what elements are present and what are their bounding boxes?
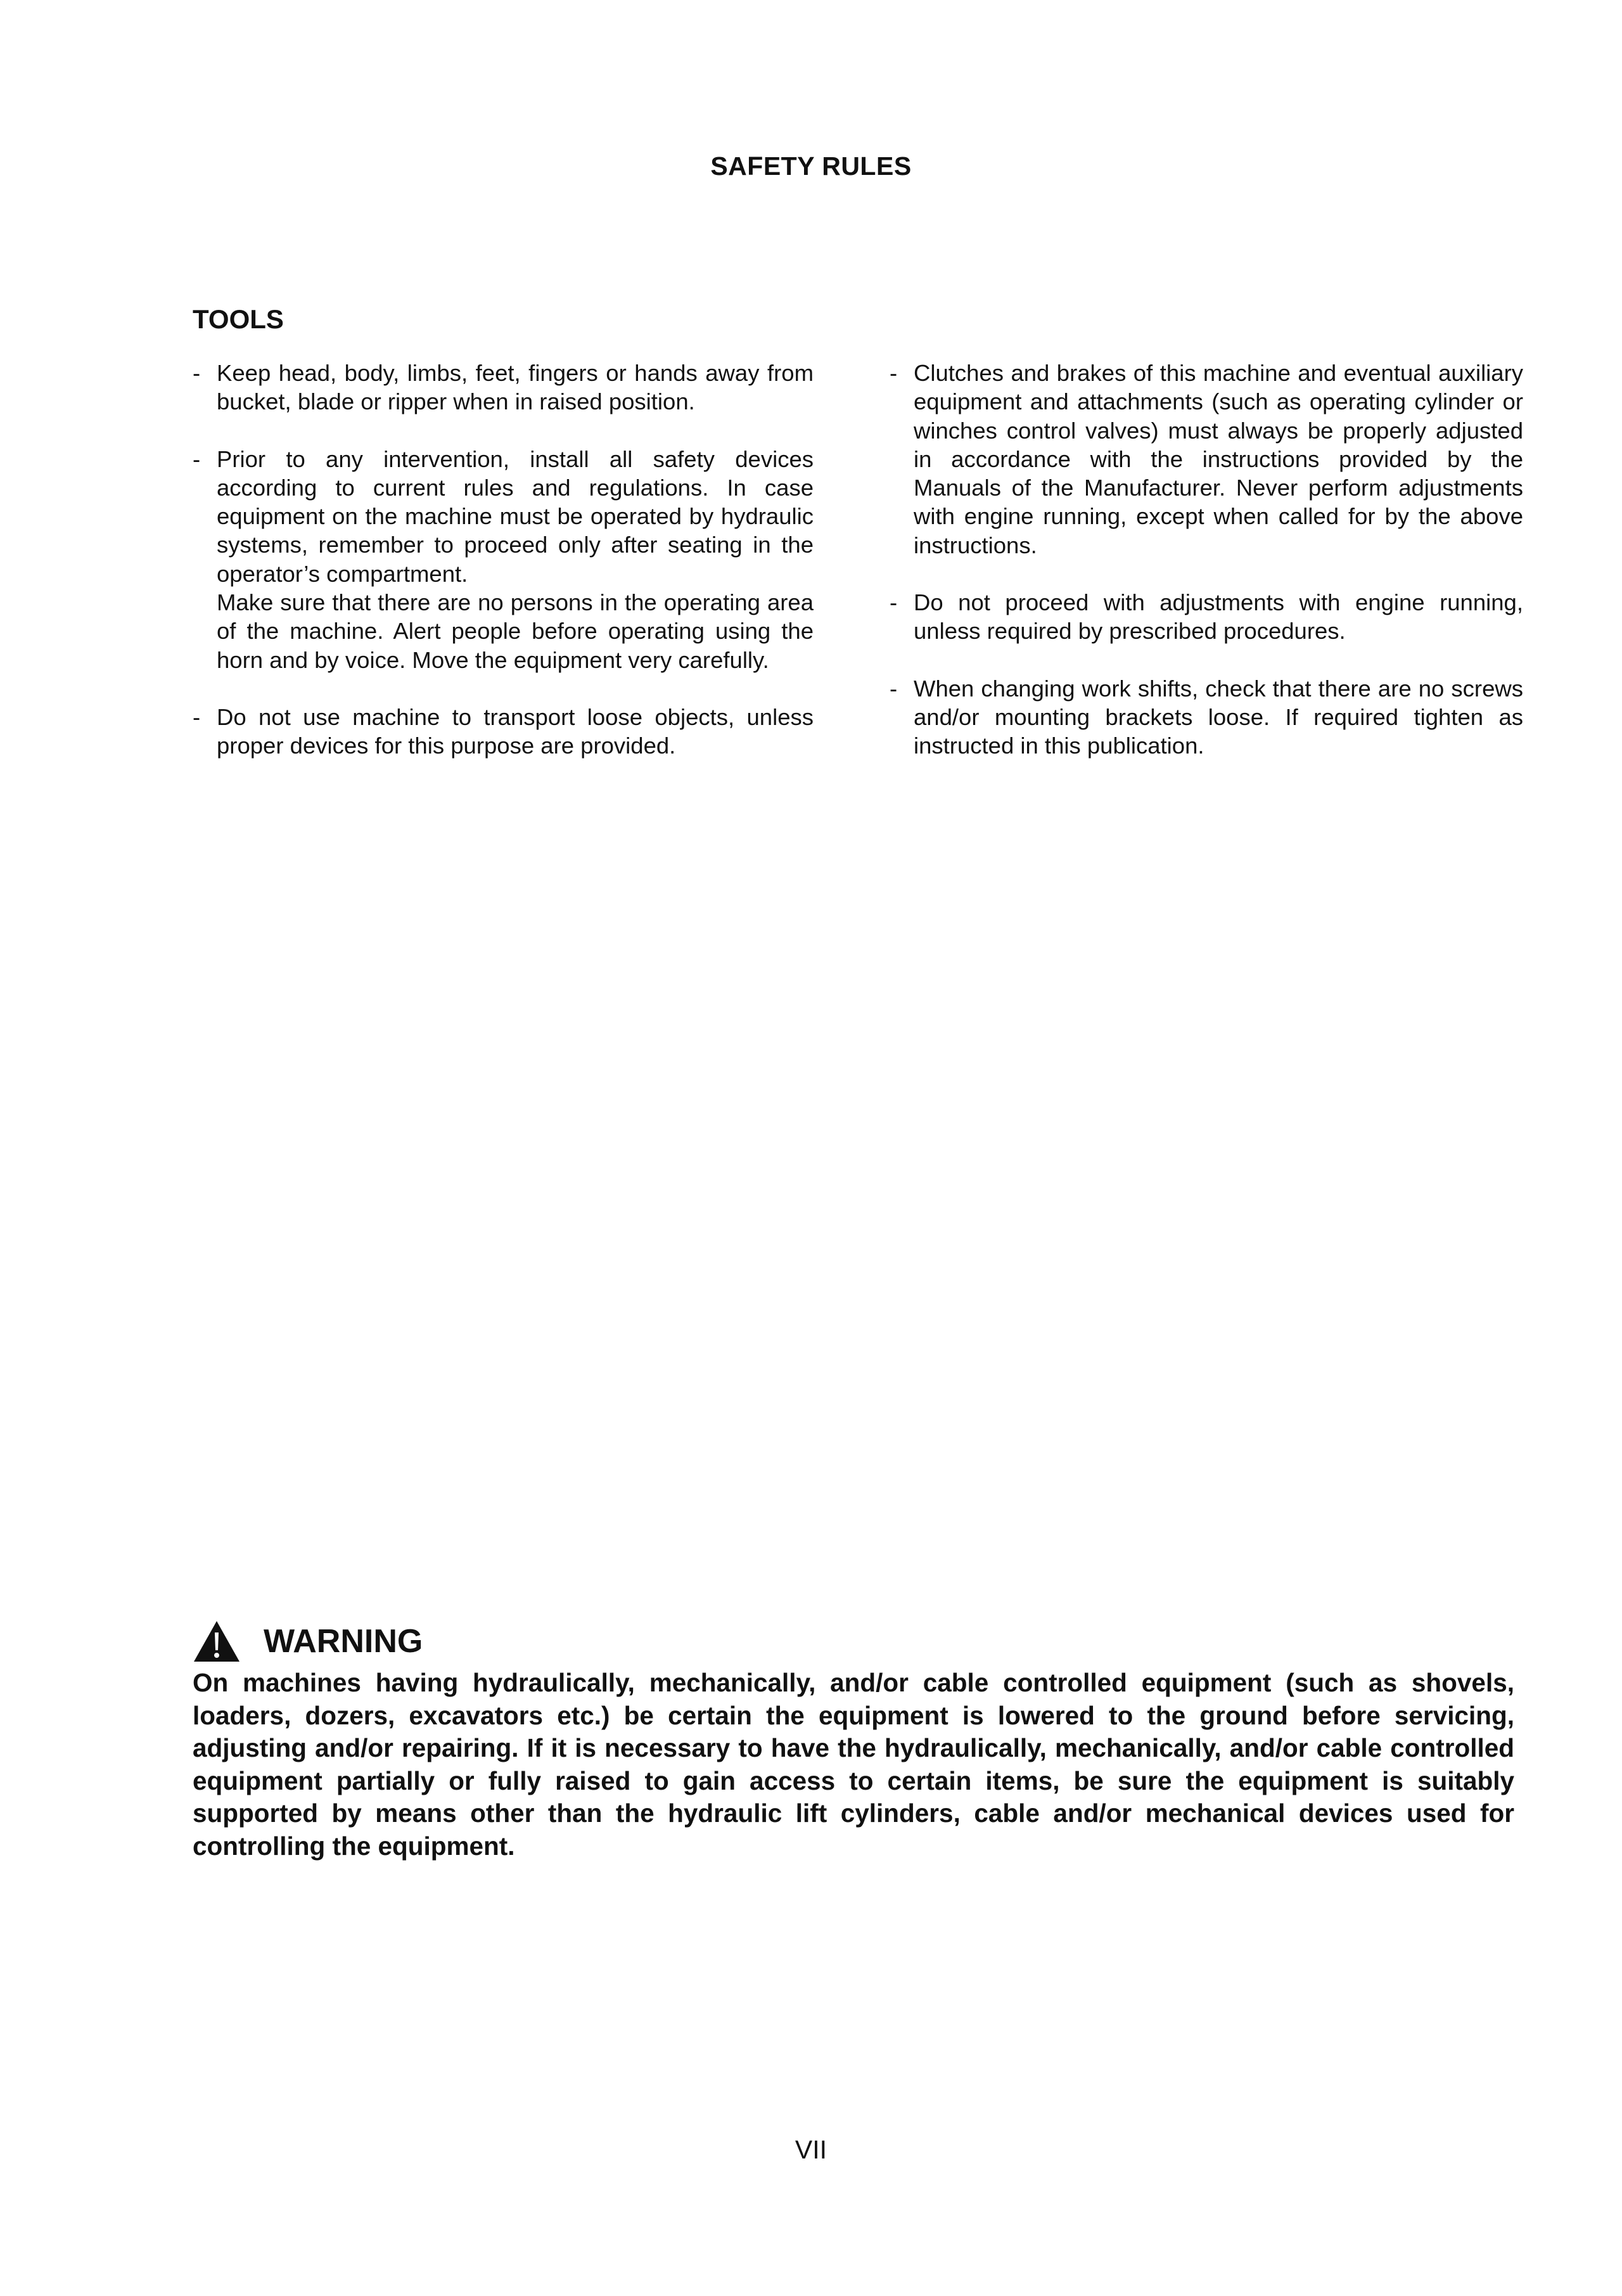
list-item-text: Do not proceed with adjustments with engine running, unless required by prescribed procedures.	[914, 589, 1523, 645]
page-number: VII	[795, 2135, 827, 2164]
warning-text: On machines having hydraulically, mechanically, and/or cable controlled equipment (such as shovels, loaders, dozers, excavators etc.) be certain the equipment is lowered to the ground before servicing, adjusting and/or repairing. If it is necessary to have the hydraulically, mechanically, and/or cable controlled equipment partially or fully raised to gain access to certain items, be sure the equipment is suitably supported by means other than the hydraulic lift cylinders, cable and/or mechanical devices used for controlling the equipment.	[193, 1668, 1514, 1861]
list-bullet: -	[193, 446, 201, 472]
list-bullet: -	[890, 675, 898, 702]
warning-triangle-icon	[193, 1620, 241, 1663]
list-item	[890, 674, 1523, 760]
list-item-text: Clutches and brakes of this machine and eventual auxiliary equipment and attachments (such as operating cylinder or winches control valves) must always be properly adjusted in accordance with the instructions provided by the Manuals of the Manufacturer. Never perform adjustments with engine running, except when called for by the above instructions.	[914, 360, 1523, 558]
left-column	[193, 359, 814, 789]
list-item-text: Prior to any intervention, install all safety devices according to current rules and regulations. In case equipment on the machine must be operated by hydraulic systems, remember to proceed only after seating in the operator’s compartment.	[217, 446, 814, 587]
list-item	[193, 359, 814, 416]
list-bullet: -	[193, 703, 201, 730]
list-item-text: Keep head, body, limbs, feet, fingers or hands away from bucket, blade or ripper when in raised position.	[217, 360, 814, 415]
warning-title: WARNING	[264, 1623, 423, 1660]
list-item-text: Make sure that there are no persons in the operating area of the machine. Alert people before operating using the horn and by voice. Move the equipment very carefully.	[217, 589, 814, 673]
list-bullet: -	[890, 360, 898, 386]
list-bullet: -	[193, 360, 201, 386]
list-item-text: Do not use machine to transport loose objects, unless proper devices for this purpose are provided.	[217, 703, 814, 759]
section-heading-tools: TOOLS	[193, 304, 284, 334]
list-item	[193, 445, 814, 674]
list-item-text: When changing work shifts, check that there are no screws and/or mounting brackets loose. If required tighten as instructed in this publication.	[914, 675, 1523, 759]
page-title: SAFETY RULES	[710, 151, 912, 181]
list-item	[890, 588, 1523, 646]
right-column	[890, 359, 1523, 789]
list-item	[890, 359, 1523, 560]
list-bullet: -	[890, 589, 898, 616]
warning-header	[193, 1619, 423, 1664]
list-item	[193, 703, 814, 760]
